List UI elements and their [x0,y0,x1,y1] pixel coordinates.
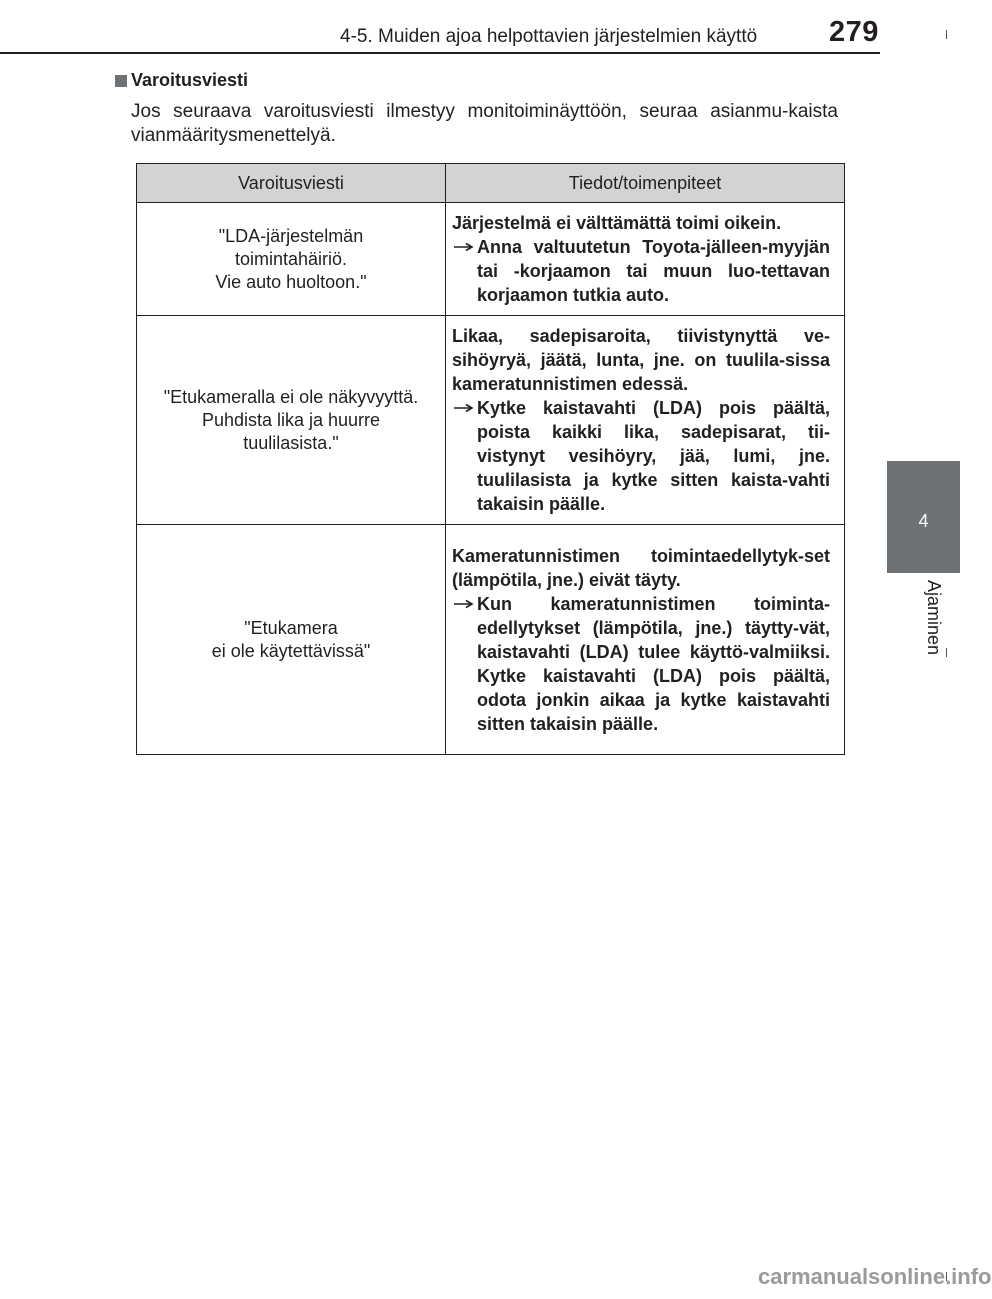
info-text: Kameratunnistimen toimintaedellytyk-set (lämpötila, jne.) eivät täyty. [452,545,830,590]
action-item [452,235,830,307]
warning-message-cell [137,316,446,525]
info-cell [446,203,845,316]
message-line: "Etukameralla ei ole näkyvyyttä. [163,386,419,407]
section-heading [115,70,248,91]
arrow-right-icon [452,396,477,420]
info-cell [446,525,845,755]
arrow-right-icon [452,592,477,616]
crop-mark [946,30,947,39]
action-item [452,592,830,736]
table-row [137,525,845,755]
section-title-text: Varoitusviesti [131,70,249,90]
action-item [452,396,830,516]
chapter-number: 4 [918,511,929,531]
action-text: Anna valtuutetun Toyota-jälleen-myyjän tai -korjaamon tai muun luo-tettavan korjaamon tutkia auto. [477,237,830,305]
intro-paragraph: Jos seuraava varoitusviesti ilmestyy monitoiminäyttöön, seuraa asianmu-kaista vianmääritysmenettelyä. [131,101,838,146]
running-header-title: 4-5. Muiden ajoa helpottavien järjestelmien käyttö [340,26,758,47]
action-text: Kytke kaistavahti (LDA) pois päältä, poista kaikki lika, sadepisarat, tii-vistynyt vesihöyry, jää, lumi, jne. tuulilasista ja kytke sitten kaista-vahti takaisin päälle. [477,398,830,514]
message-line: tuulilasista." [243,432,339,453]
warning-message-cell [137,203,446,316]
warning-message-table [136,163,845,755]
message-line: Vie auto huoltoon." [215,271,367,292]
info-text: Järjestelmä ei välttämättä toimi oikein. [452,213,782,233]
column-header-info: Tiedot/toimenpiteet [446,164,845,203]
message-line: "LDA-järjestelmän [218,225,364,246]
message-line: ei ole käytettävissä" [211,640,371,661]
info-text: Likaa, sadepisaroita, tiivistynyttä ve-sihöyryä, jäätä, lunta, jne. on tuulila-sissa kameratunnistimen edessä. [452,326,830,394]
square-bullet-icon [115,75,127,87]
watermark: carmanualsonline.info [758,1264,992,1289]
message-line: "Etukamera [244,617,338,638]
header-rule [0,52,880,54]
chapter-label: Ajaminen [924,580,944,656]
arrow-right-icon [452,235,477,259]
page-number: 279 [829,16,879,48]
message-line: toimintahäiriö. [234,248,348,269]
column-header-message: Varoitusviesti [137,164,446,203]
table-row [137,316,845,525]
table-row [137,203,845,316]
table-header-row [137,164,845,203]
crop-mark [946,648,947,657]
info-cell [446,316,845,525]
chapter-tab [887,461,960,573]
warning-message-cell [137,525,446,755]
message-line: Puhdista lika ja huurre [201,409,381,430]
action-text: Kun kameratunnistimen toiminta-edellytykset (lämpötila, jne.) täytty-vät, kaistavahti (LDA) tulee käyttö-valmiiksi. Kytke kaistavahti (LDA) pois päältä, odota jonkin aikaa ja kytke kaistavahti sitten takaisin päälle. [477,593,830,734]
